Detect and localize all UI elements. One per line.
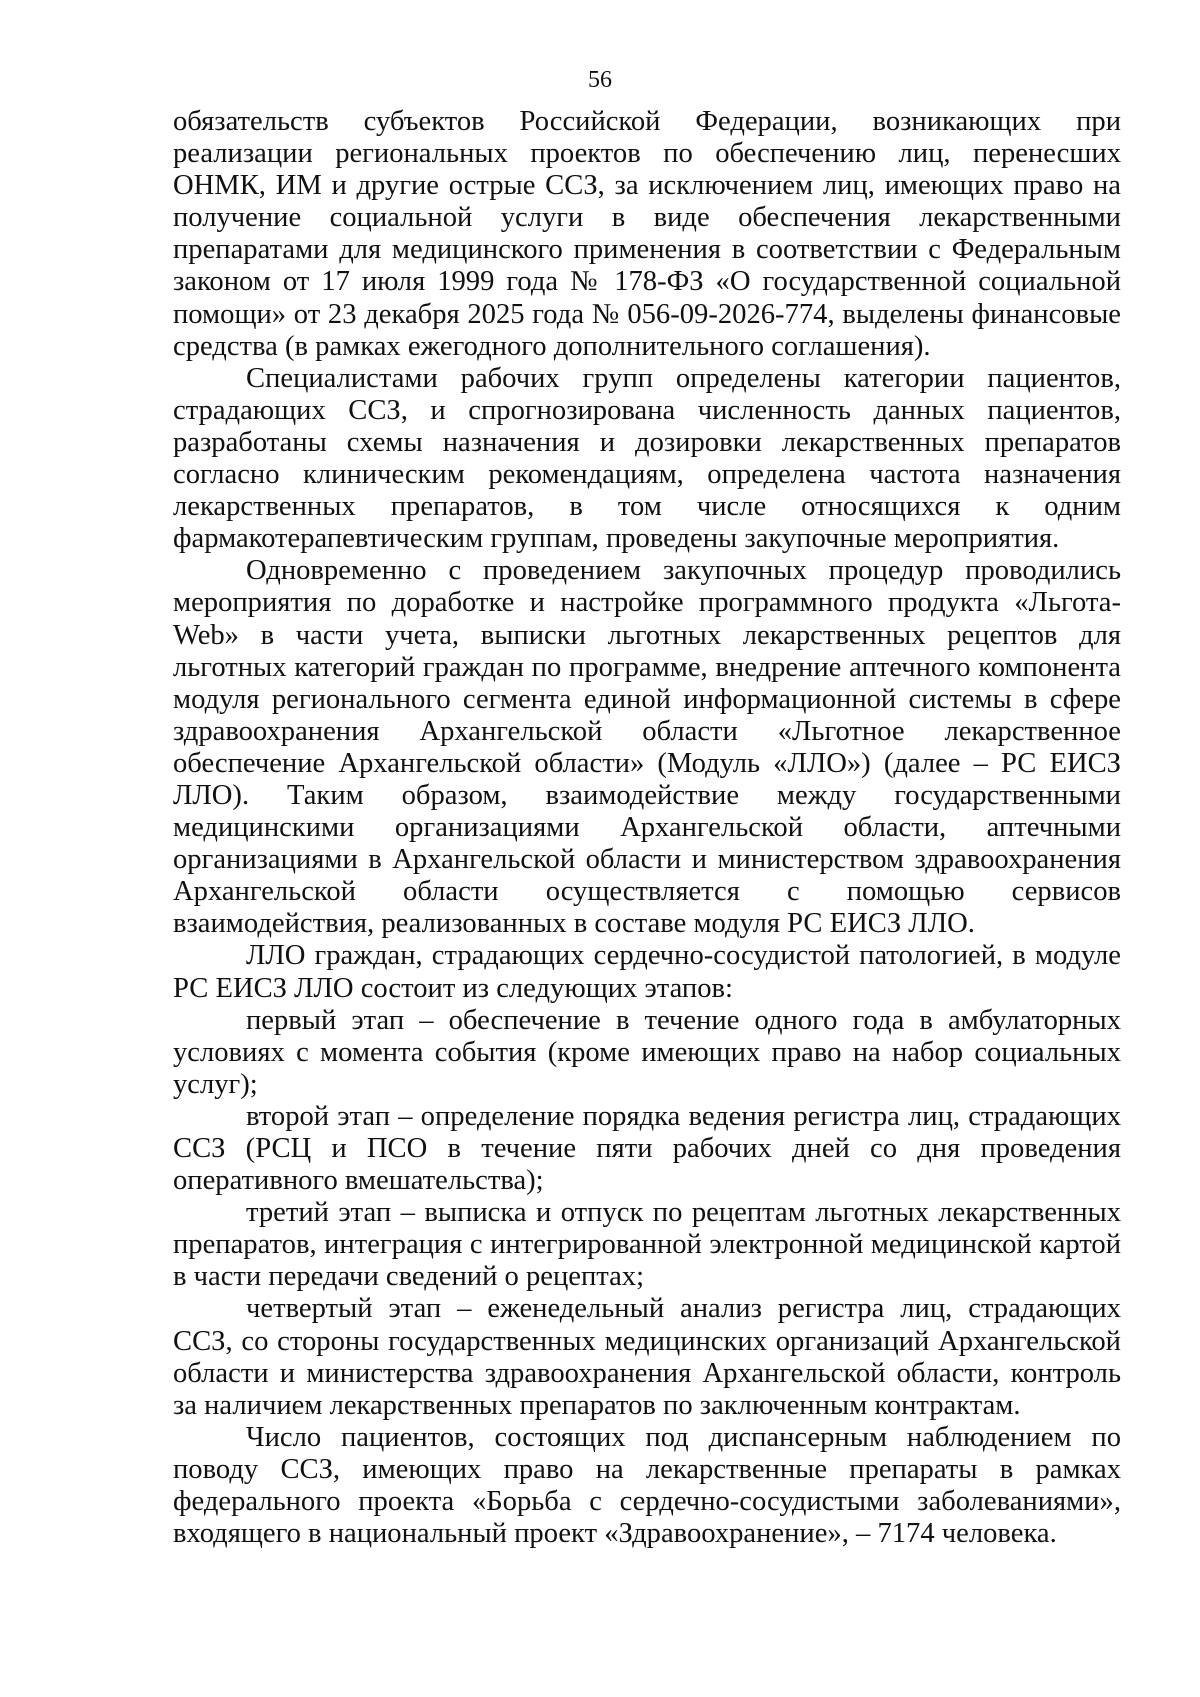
paragraph-stage-3: третий этап – выписка и отпуск по рецептам льготных лекарственных препаратов, интеграция с интегрированной электронной медицинской картой в части передачи сведений о рецептах; [173, 1197, 1121, 1293]
document-body [173, 106, 1121, 1550]
paragraph-software-module: Одновременно с проведением закупочных процедур проводились мероприятия по доработке и настройке программного продукта «Льгота-Web» в части учета, выписки льготных лекарственных рецептов для льготных категорий граждан по программе, внедрение аптечного компонента модуля регионального сегмента единой информационной системы в сфере здравоохранения Архангельской области «Льготное лекарственное обеспечение Архангельской области» (Модуль «ЛЛО») (далее – РС ЕИСЗ ЛЛО). Таким образом, взаимодействие между государственными медицинскими организациями Архангельской области, аптечными организациями в Архангельской области и министерством здравоохранения Архангельской области осуществляется с помощью сервисов взаимодействия, реализованных в составе модуля РС ЕИСЗ ЛЛО. [173, 555, 1121, 940]
paragraph-stage-2: второй этап – определение порядка ведения регистра лиц, страдающих ССЗ (РСЦ и ПСО в течение пяти рабочих дней со дня проведения оперативного вмешательства); [173, 1100, 1121, 1197]
paragraph-stage-4: четвертый этап – еженедельный анализ регистра лиц, страдающих ССЗ, со стороны государственных медицинских организаций Архангельской области и министерства здравоохранения Архангельской области, контроль за наличием лекарственных препаратов по заключенным контрактам. [173, 1293, 1121, 1421]
page-number: 56 [588, 67, 612, 93]
paragraph-patient-count: Число пациентов, состоящих под диспансерным наблюдением по поводу ССЗ, имеющих право на лекарственные препараты в рамках федерального проекта «Борьба с сердечно-сосудистыми заболеваниями», входящего в национальный проект «Здравоохранение», – 7174 человека. [173, 1421, 1121, 1550]
paragraph-working-groups: Специалистами рабочих групп определены категории пациентов, страдающих ССЗ, и спрогнозирована численность данных пациентов, разработаны схемы назначения и дозировки лекарственных препаратов согласно клиническим рекомендациям, определена частота назначения лекарственных препаратов, в том числе относящихся к одним фармакотерапевтическим группам, проведены закупочные мероприятия. [173, 362, 1121, 555]
paragraph-funding: обязательств субъектов Российской Федерации, возникающих при реализации региональных проектов по обеспечению лиц, перенесших ОНМК, ИМ и другие острые ССЗ, за исключением лиц, имеющих право на получение социальной услуги в виде обеспечения лекарственными препаратами для медицинского применения в соответствии с Федеральным законом от 17 июля 1999 года № 178-ФЗ «О государственной социальной помощи» от 23 декабря 2025 года № 056-09-2026-774, выделены финансовые средства (в рамках ежегодного дополнительного соглашения). [173, 106, 1121, 362]
paragraph-stages-intro: ЛЛО граждан, страдающих сердечно-сосудистой патологией, в модуле РС ЕИСЗ ЛЛО состоит из следующих этапов: [173, 940, 1121, 1004]
paragraph-stage-1: первый этап – обеспечение в течение одного года в амбулаторных условиях с момента события (кроме имеющих право на набор социальных услуг); [173, 1004, 1121, 1100]
